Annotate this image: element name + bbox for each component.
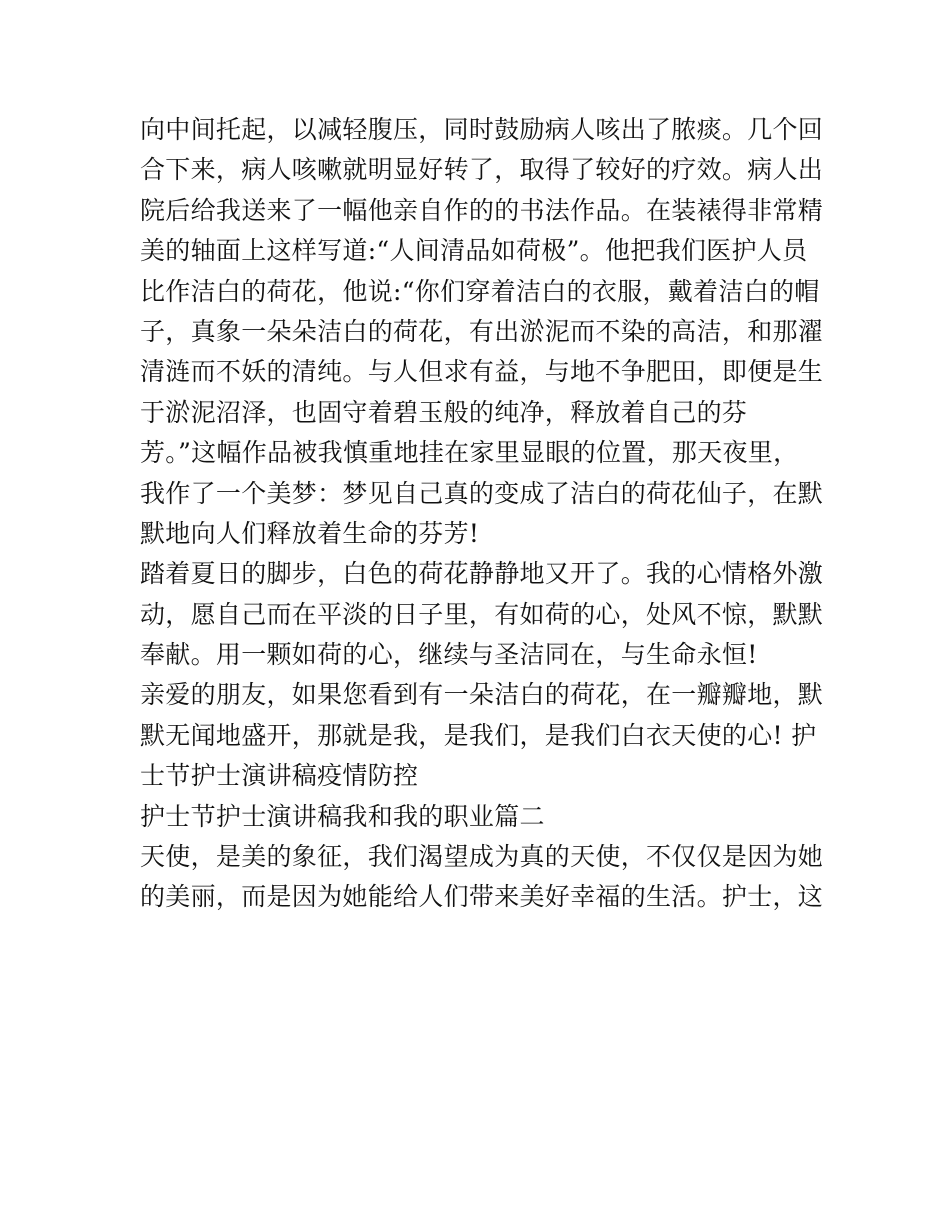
text-line-18: 护士节护士演讲稿我和我的职业篇二 — [140, 801, 545, 831]
text-line-17: 士节护士演讲稿疫情防控 — [140, 761, 419, 791]
text-line-9: 芳。”这幅作品被我慎重地挂在家里显眼的位置，那天夜里， — [140, 438, 799, 468]
text-line-11: 默地向人们释放着生命的芬芳! — [140, 518, 480, 548]
text-line-19: 天使，是美的象征，我们渴望成为真的天使，不仅仅是因为她 — [140, 842, 824, 872]
text-line-3: 院后给我送来了一幅他亲自作的的书法作品。在装裱得非常精 — [140, 195, 824, 225]
text-line-6: 子，真象一朵朵洁白的荷花，有出淤泥而不染的高洁，和那濯 — [140, 316, 824, 346]
text-line-5: 比作洁白的荷花，他说:“你们穿着洁白的衣服，戴着洁白的帽 — [140, 276, 820, 306]
text-line-1: 向中间托起，以减轻腹压，同时鼓励病人咳出了脓痰。几个回 — [140, 115, 824, 144]
text-line-15: 亲爱的朋友，如果您看到有一朵洁白的荷花，在一瓣瓣地，默 — [140, 680, 824, 710]
text-line-10: 我作了一个美梦：梦见自己真的变成了洁白的荷花仙子，在默 — [140, 478, 824, 508]
text-line-16: 默无闻地盛开，那就是我，是我们，是我们白衣天使的心! 护 — [140, 720, 817, 750]
text-line-12: 踏着夏日的脚步，白色的荷花静静地又开了。我的心情格外激 — [140, 559, 824, 589]
text-line-20: 的美丽，而是因为她能给人们带来美好幸福的生活。护士，这 — [140, 882, 824, 912]
text-line-7: 清涟而不妖的清纯。与人但求有益，与地不争肥田，即便是生 — [140, 357, 824, 387]
text-line-8: 于淤泥沼泽，也固守着碧玉般的纯净，释放着自己的芬 — [140, 397, 748, 427]
text-line-13: 动，愿自己而在平淡的日子里，有如荷的心，处风不惊，默默 — [140, 599, 824, 629]
text-line-14: 奉献。用一颗如荷的心，继续与圣洁同在，与生命永恒! — [140, 640, 758, 670]
document-body — [140, 110, 830, 918]
text-line-2: 合下来，病人咳嗽就明显好转了，取得了较好的疗效。病人出 — [140, 155, 824, 185]
text-line-4: 美的轴面上这样写道:“人间清品如荷极”。他把我们医护人员 — [140, 236, 808, 266]
